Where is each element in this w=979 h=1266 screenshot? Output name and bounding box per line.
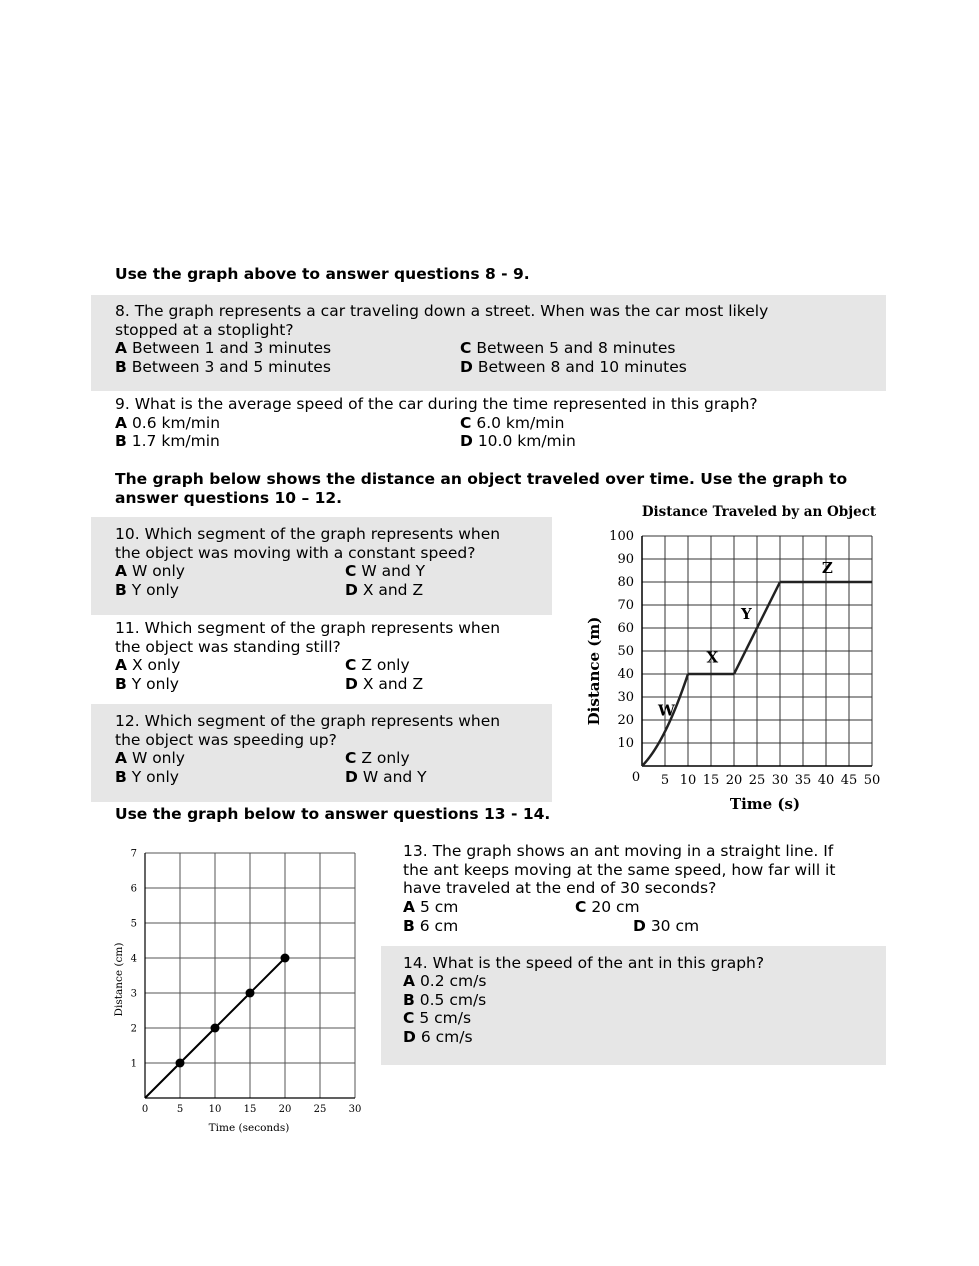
option-letter: A	[403, 898, 415, 916]
x-tick-label: 50	[863, 773, 881, 788]
y-tick-label: 3	[130, 988, 137, 1000]
option-letter: C	[345, 562, 357, 580]
q9-option-d[interactable]	[460, 432, 576, 451]
x-tick-label: 5	[660, 773, 670, 788]
option-letter: C	[460, 414, 472, 432]
q11-option-b[interactable]	[115, 675, 179, 694]
x-tick-label: 40	[817, 773, 835, 788]
x-tick-label: 20	[725, 773, 743, 788]
x-tick-label: 15	[243, 1104, 257, 1115]
y-tick-label: 100	[609, 529, 634, 544]
option-letter: A	[115, 562, 127, 580]
option-text: Z only	[361, 749, 410, 767]
option-text: 6 cm	[419, 917, 459, 935]
x-tick-label: 10	[679, 773, 697, 788]
x-tick-label: 10	[208, 1104, 222, 1115]
q10-option-d[interactable]	[345, 581, 423, 600]
q14-option-d[interactable]	[403, 1028, 473, 1047]
option-text: Between 8 and 10 minutes	[477, 358, 687, 376]
option-text: W and Y	[362, 768, 427, 786]
option-letter: A	[115, 656, 127, 674]
option-text: 0.5 cm/s	[419, 991, 487, 1009]
x-tick-label: 25	[313, 1104, 327, 1115]
chart-title: Distance Traveled by an Object	[641, 504, 877, 520]
data-point	[176, 1059, 185, 1068]
q12-option-c[interactable]	[345, 749, 410, 768]
question-11-block	[91, 619, 552, 699]
y-tick-label: 30	[617, 690, 634, 705]
y-axis-label: Distance (m)	[585, 616, 603, 726]
q12-option-a[interactable]	[115, 749, 185, 768]
option-text: 20 cm	[591, 898, 640, 916]
option-text: 30 cm	[650, 917, 700, 935]
option-letter: B	[403, 991, 415, 1009]
segment-label-x: X	[706, 648, 719, 667]
y-tick-label: 70	[617, 598, 634, 613]
section-heading-q13-14: Use the graph below to answer questions 13 - 14.	[115, 805, 551, 823]
q13-option-a[interactable]	[403, 898, 458, 917]
option-text: 5 cm	[419, 898, 459, 916]
y-tick-label: 80	[617, 575, 634, 590]
data-point	[281, 954, 290, 963]
q9-option-a[interactable]	[115, 414, 220, 433]
option-letter: D	[345, 675, 358, 693]
x-axis-label: Time (s)	[729, 795, 801, 813]
option-text: 0.2 cm/s	[419, 972, 487, 990]
option-letter: A	[115, 339, 127, 357]
option-letter: B	[115, 358, 127, 376]
y-tick-label: 20	[617, 713, 634, 728]
option-text: W and Y	[361, 562, 426, 580]
option-letter: D	[345, 581, 358, 599]
option-letter: C	[460, 339, 472, 357]
option-text: 5 cm/s	[419, 1009, 472, 1027]
q14-option-b[interactable]	[403, 991, 486, 1010]
q8-option-c[interactable]	[460, 339, 675, 358]
y-tick-label: 10	[617, 736, 634, 751]
y-tick-label: 2	[130, 1023, 137, 1035]
option-text: 6.0 km/min	[476, 414, 565, 432]
option-letter: D	[345, 768, 358, 786]
question-9-text: 9. What is the average speed of the car during the time represented in this graph?	[115, 395, 758, 413]
y-tick-label: 1	[130, 1058, 137, 1070]
y-tick-label: 50	[617, 644, 634, 659]
question-11-text: 11. Which segment of the graph represents when the object was standing still?	[115, 619, 501, 656]
x-tick-label: 5	[176, 1104, 184, 1115]
option-letter: A	[403, 972, 415, 990]
question-8-text: 8. The graph represents a car traveling down a street. When was the car most likely stopped at a stoplight?	[115, 302, 769, 339]
option-letter: A	[115, 414, 127, 432]
x-tick-label: 20	[278, 1104, 292, 1115]
option-letter: B	[115, 432, 127, 450]
option-letter: D	[460, 358, 473, 376]
question-13-block	[381, 842, 886, 942]
option-text: Z only	[361, 656, 410, 674]
option-text: Y only	[131, 675, 179, 693]
option-letter: B	[115, 581, 127, 599]
q12-option-d[interactable]	[345, 768, 427, 787]
q10-option-a[interactable]	[115, 562, 185, 581]
question-14-text: 14. What is the speed of the ant in this graph?	[403, 954, 765, 972]
option-text: W only	[131, 749, 185, 767]
question-9-block	[91, 395, 886, 455]
section-heading-q10-12: The graph below shows the distance an object traveled over time. Use the graph to answer questions 10 – 12.	[115, 470, 848, 507]
q11-option-d[interactable]	[345, 675, 423, 694]
q14-option-a[interactable]	[403, 972, 486, 991]
q13-option-d[interactable]	[633, 917, 699, 936]
option-text: Y only	[131, 581, 179, 599]
option-text: 10.0 km/min	[477, 432, 576, 450]
y-tick-label: 40	[617, 667, 634, 682]
y-tick-label: 7	[130, 848, 137, 860]
y-tick-label: 5	[130, 918, 137, 930]
q9-option-b[interactable]	[115, 432, 220, 451]
option-letter: C	[345, 656, 357, 674]
q8-option-b[interactable]	[115, 358, 331, 377]
segment-label-w: W	[657, 701, 675, 720]
question-14-block	[381, 946, 886, 1065]
option-text: W only	[131, 562, 185, 580]
q12-option-b[interactable]	[115, 768, 179, 787]
q9-option-c[interactable]	[460, 414, 564, 433]
section-heading-q8-9: Use the graph above to answer questions 8 - 9.	[115, 265, 530, 283]
question-10-text: 10. Which segment of the graph represents when the object was moving with a constant speed?	[115, 525, 501, 562]
q13-option-c[interactable]	[575, 898, 640, 917]
distance-traveled-chart	[575, 498, 885, 820]
q8-option-d[interactable]	[460, 358, 687, 377]
option-letter: B	[115, 675, 127, 693]
data-point	[211, 1024, 220, 1033]
q11-option-a[interactable]	[115, 656, 180, 675]
question-10-block	[91, 517, 552, 615]
option-letter: D	[403, 1028, 416, 1046]
origin-label: 0	[631, 770, 641, 785]
option-letter: C	[575, 898, 587, 916]
segment-label-z: Z	[821, 558, 833, 577]
option-text: 6 cm/s	[420, 1028, 473, 1046]
option-letter: D	[633, 917, 646, 935]
question-12-text: 12. Which segment of the graph represents when the object was speeding up?	[115, 712, 501, 749]
ant-distance-chart	[108, 842, 370, 1138]
option-text: Between 1 and 3 minutes	[131, 339, 332, 357]
x-tick-label: 30	[771, 773, 789, 788]
x-tick-label: 15	[702, 773, 720, 788]
q14-option-c[interactable]	[403, 1009, 471, 1028]
y-tick-label: 90	[617, 552, 634, 567]
x-tick-label: 30	[348, 1104, 362, 1115]
option-letter: C	[345, 749, 357, 767]
x-tick-label: 0	[141, 1104, 149, 1115]
option-text: Between 3 and 5 minutes	[131, 358, 331, 376]
option-text: X and Z	[362, 675, 424, 693]
option-text: X and Z	[362, 581, 424, 599]
question-12-block	[91, 704, 552, 802]
x-axis-label: Time (seconds)	[208, 1122, 290, 1134]
option-letter: D	[460, 432, 473, 450]
y-tick-label: 6	[130, 883, 137, 895]
q10-option-c[interactable]	[345, 562, 425, 581]
option-letter: A	[115, 749, 127, 767]
option-text: Y only	[131, 768, 179, 786]
option-letter: B	[403, 917, 415, 935]
data-point	[246, 989, 255, 998]
option-text: 1.7 km/min	[131, 432, 220, 450]
option-text: X only	[131, 656, 181, 674]
option-letter: B	[115, 768, 127, 786]
q13-option-b[interactable]	[403, 917, 458, 936]
q11-option-c[interactable]	[345, 656, 410, 675]
y-axis-label: Distance (cm)	[113, 942, 125, 1017]
segment-label-y: Y	[741, 604, 752, 623]
option-text: 0.6 km/min	[131, 414, 221, 432]
x-tick-label: 25	[748, 773, 766, 788]
question-13-text: 13. The graph shows an ant moving in a straight line. If the ant keeps moving at the same speed, how far will it have traveled at the end of 30 seconds?	[403, 842, 836, 898]
q8-option-a[interactable]	[115, 339, 331, 358]
x-tick-label: 35	[794, 773, 812, 788]
x-tick-label: 45	[840, 773, 858, 788]
y-tick-label: 60	[617, 621, 634, 636]
option-text: Between 5 and 8 minutes	[476, 339, 676, 357]
q10-option-b[interactable]	[115, 581, 179, 600]
y-tick-label: 4	[130, 953, 137, 965]
option-letter: C	[403, 1009, 415, 1027]
question-8-block	[91, 295, 886, 391]
